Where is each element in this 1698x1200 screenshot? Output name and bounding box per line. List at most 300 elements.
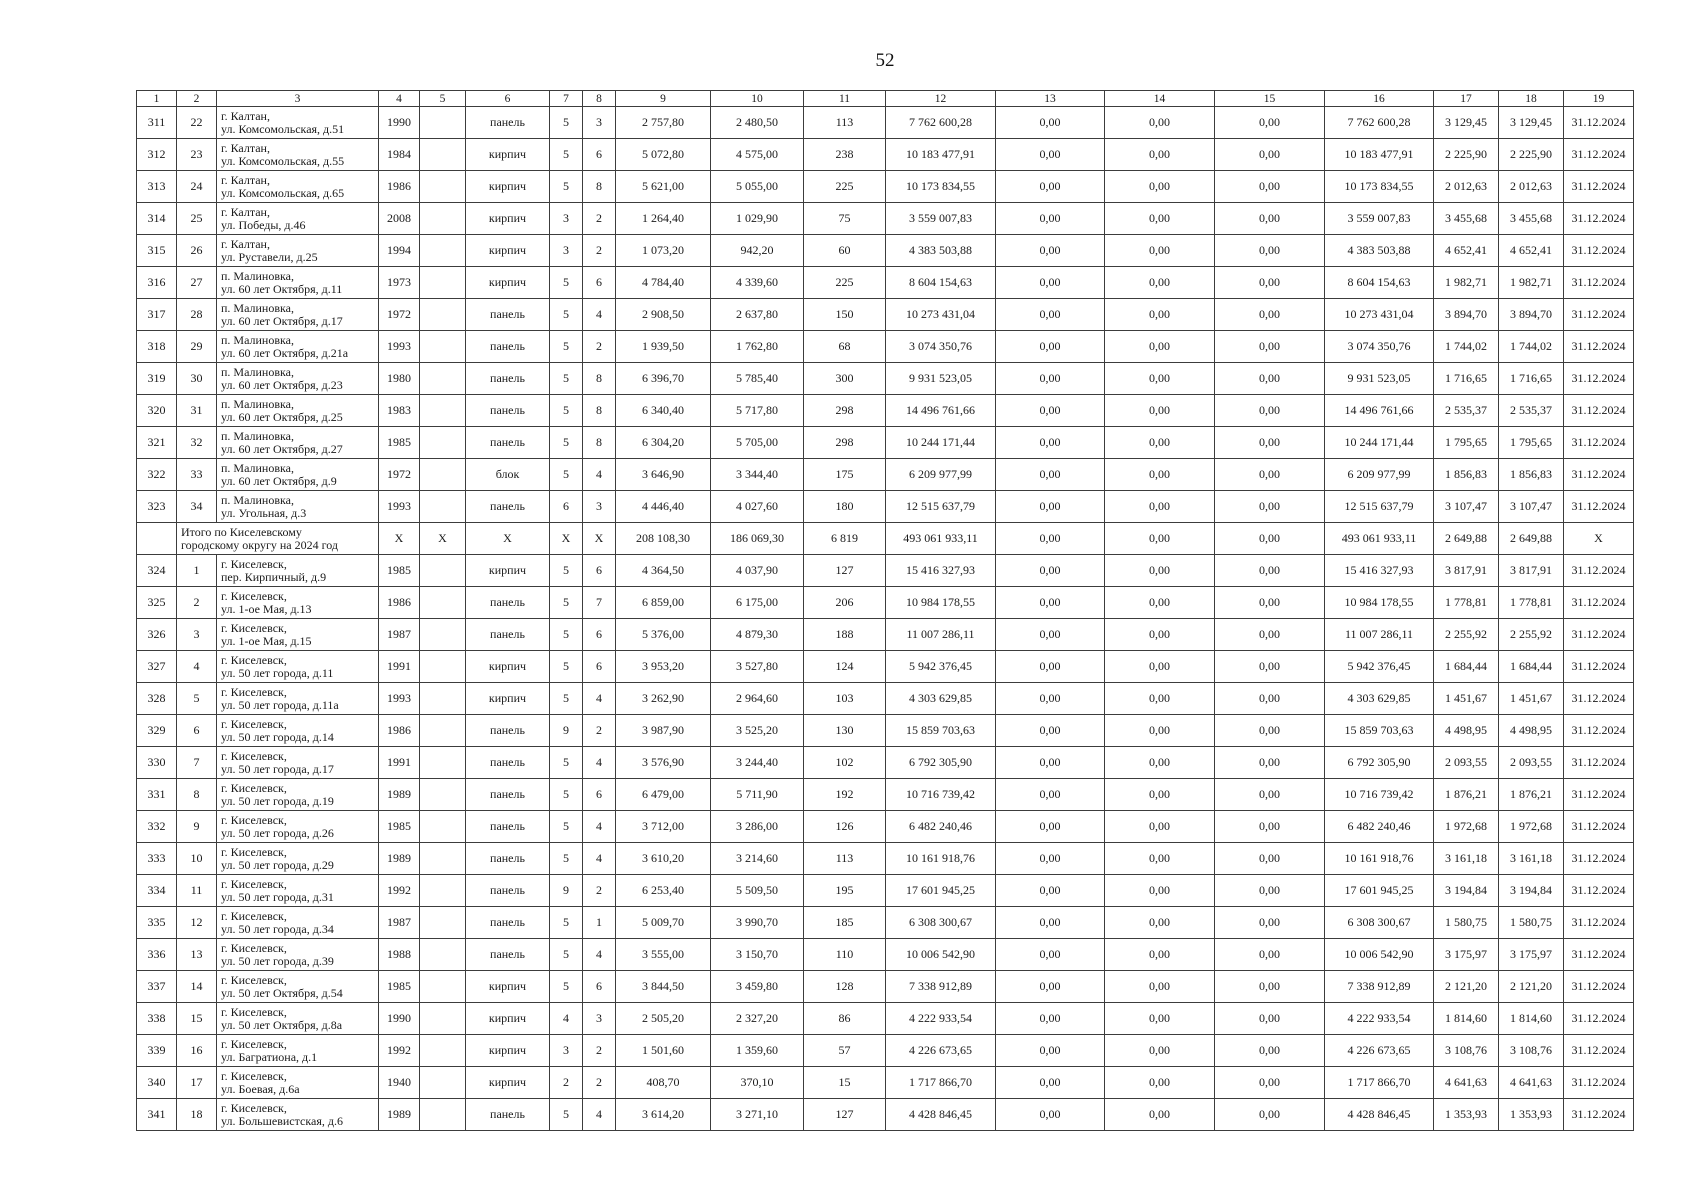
cell-col-15: 0,00 xyxy=(1215,811,1325,843)
cell-date: 31.12.2024 xyxy=(1564,299,1634,331)
cell-row-number: 338 xyxy=(137,1003,177,1035)
cell-wall-material: панель xyxy=(466,299,550,331)
cell-address xyxy=(217,299,379,331)
table-row xyxy=(137,107,1634,139)
cell-date: 31.12.2024 xyxy=(1564,779,1634,811)
cell-wall-material: кирпич xyxy=(466,171,550,203)
cell-col-13: 0,00 xyxy=(996,427,1105,459)
cell-col-5 xyxy=(420,331,466,363)
cell-col-14: 0,00 xyxy=(1105,971,1215,1003)
cell-entrances: 2 xyxy=(583,331,616,363)
cell-wall-material: кирпич xyxy=(466,267,550,299)
cell-date: 31.12.2024 xyxy=(1564,107,1634,139)
cell-entrances: 3 xyxy=(583,107,616,139)
cell-address xyxy=(217,267,379,299)
cell-date: 31.12.2024 xyxy=(1564,363,1634,395)
column-number-15: 15 xyxy=(1215,91,1325,107)
cell-address xyxy=(217,907,379,939)
cell-col-16: 5 942 376,45 xyxy=(1325,651,1434,683)
table-row xyxy=(137,139,1634,171)
cell-row-number: 315 xyxy=(137,235,177,267)
cell-entrances: 3 xyxy=(583,491,616,523)
table-row xyxy=(137,235,1634,267)
cell-col-17: 3 194,84 xyxy=(1434,875,1499,907)
address-line: ул. Багратиона, д.1 xyxy=(221,1049,318,1064)
cell-col-14: 0,00 xyxy=(1105,1099,1215,1131)
cell-col-13: 0,00 xyxy=(996,619,1105,651)
address-line: ул. 50 лет города, д.14 xyxy=(221,729,334,744)
cell-index: 27 xyxy=(177,267,217,299)
cell-wall-material: X xyxy=(466,523,550,555)
column-number-3: 3 xyxy=(217,91,379,107)
address-line: ул. 60 лет Октября, д.27 xyxy=(221,441,343,456)
cell-col-13: 0,00 xyxy=(996,235,1105,267)
cell-col-16: 1 717 866,70 xyxy=(1325,1067,1434,1099)
cell-index: 3 xyxy=(177,619,217,651)
cell-col-9: 6 859,00 xyxy=(616,587,711,619)
cell-address xyxy=(217,939,379,971)
cell-wall-material: кирпич xyxy=(466,1067,550,1099)
cell-col-10: 1 359,60 xyxy=(711,1035,804,1067)
cell-floors: 5 xyxy=(550,907,583,939)
table-row xyxy=(137,491,1634,523)
cell-col-11: 130 xyxy=(804,715,886,747)
cell-entrances: 6 xyxy=(583,779,616,811)
table-row xyxy=(137,395,1634,427)
cell-col-15: 0,00 xyxy=(1215,779,1325,811)
cell-col-13: 0,00 xyxy=(996,907,1105,939)
address-line: ул. Руставели, д.25 xyxy=(221,249,318,264)
cell-col-18: 3 894,70 xyxy=(1499,299,1564,331)
cell-col-18: 4 652,41 xyxy=(1499,235,1564,267)
cell-col-10: 2 964,60 xyxy=(711,683,804,715)
cell-date: 31.12.2024 xyxy=(1564,491,1634,523)
cell-col-16: 6 209 977,99 xyxy=(1325,459,1434,491)
cell-col-15: 0,00 xyxy=(1215,747,1325,779)
column-number-18: 18 xyxy=(1499,91,1564,107)
cell-col-14: 0,00 xyxy=(1105,907,1215,939)
cell-date: 31.12.2024 xyxy=(1564,235,1634,267)
cell-col-11: 113 xyxy=(804,107,886,139)
cell-date: 31.12.2024 xyxy=(1564,139,1634,171)
cell-col-9: 1 939,50 xyxy=(616,331,711,363)
table-row xyxy=(137,971,1634,1003)
cell-address xyxy=(217,1067,379,1099)
cell-wall-material: панель xyxy=(466,331,550,363)
table-row xyxy=(137,363,1634,395)
address-line: ул. Комсомольская, д.55 xyxy=(221,153,345,168)
cell-col-12: 3 074 350,76 xyxy=(886,331,996,363)
address-line: г. Киселевск, xyxy=(221,652,287,667)
data-table xyxy=(136,90,1634,1131)
address-line: ул. 60 лет Октября, д.9 xyxy=(221,473,337,488)
column-number-4: 4 xyxy=(379,91,420,107)
address-line: ул. 1-ое Мая, д.13 xyxy=(221,601,312,616)
cell-col-18: 3 194,84 xyxy=(1499,875,1564,907)
cell-wall-material: блок xyxy=(466,459,550,491)
column-number-13: 13 xyxy=(996,91,1105,107)
cell-date: 31.12.2024 xyxy=(1564,683,1634,715)
cell-col-17: 3 107,47 xyxy=(1434,491,1499,523)
address-line: г. Киселевск, xyxy=(221,1036,287,1051)
cell-year: 1993 xyxy=(379,331,420,363)
cell-col-11: 86 xyxy=(804,1003,886,1035)
cell-col-18: 3 161,18 xyxy=(1499,843,1564,875)
cell-index: 30 xyxy=(177,363,217,395)
cell-col-18: 1 451,67 xyxy=(1499,683,1564,715)
cell-year: 1988 xyxy=(379,939,420,971)
cell-col-9: 4 446,40 xyxy=(616,491,711,523)
cell-year: 1991 xyxy=(379,651,420,683)
cell-year: 1987 xyxy=(379,619,420,651)
cell-col-11: 127 xyxy=(804,1099,886,1131)
cell-year: 1940 xyxy=(379,1067,420,1099)
cell-col-10: 2 637,80 xyxy=(711,299,804,331)
cell-row-number: 326 xyxy=(137,619,177,651)
cell-col-5 xyxy=(420,459,466,491)
column-number-12: 12 xyxy=(886,91,996,107)
column-number-5: 5 xyxy=(420,91,466,107)
cell-col-18: 3 108,76 xyxy=(1499,1035,1564,1067)
cell-col-5 xyxy=(420,587,466,619)
cell-wall-material: панель xyxy=(466,843,550,875)
cell-col-18: 1 972,68 xyxy=(1499,811,1564,843)
header-row xyxy=(137,91,1634,107)
cell-wall-material: панель xyxy=(466,907,550,939)
cell-col-10: 3 344,40 xyxy=(711,459,804,491)
address-line: ул. 50 лет Октября, д.8а xyxy=(221,1017,343,1032)
cell-date: 31.12.2024 xyxy=(1564,619,1634,651)
cell-col-12: 8 604 154,63 xyxy=(886,267,996,299)
cell-date: 31.12.2024 xyxy=(1564,971,1634,1003)
cell-col-15: 0,00 xyxy=(1215,107,1325,139)
cell-col-5 xyxy=(420,107,466,139)
cell-col-17: 2 093,55 xyxy=(1434,747,1499,779)
cell-col-13: 0,00 xyxy=(996,939,1105,971)
cell-floors: 5 xyxy=(550,139,583,171)
cell-col-15: 0,00 xyxy=(1215,1067,1325,1099)
table-row xyxy=(137,555,1634,587)
address-line: ул. Победы, д.46 xyxy=(221,217,306,232)
address-line: г. Киселевск, xyxy=(221,908,287,923)
cell-row-number: 333 xyxy=(137,843,177,875)
cell-col-16: 6 482 240,46 xyxy=(1325,811,1434,843)
cell-col-17: 1 982,71 xyxy=(1434,267,1499,299)
cell-col-18: 4 641,63 xyxy=(1499,1067,1564,1099)
cell-wall-material: панель xyxy=(466,395,550,427)
cell-row-number: 329 xyxy=(137,715,177,747)
cell-col-13: 0,00 xyxy=(996,363,1105,395)
cell-entrances: 2 xyxy=(583,715,616,747)
cell-col-18: 1 580,75 xyxy=(1499,907,1564,939)
cell-row-number: 322 xyxy=(137,459,177,491)
cell-col-11: 127 xyxy=(804,555,886,587)
cell-col-14: 0,00 xyxy=(1105,427,1215,459)
cell-col-10: 370,10 xyxy=(711,1067,804,1099)
cell-col-11: 180 xyxy=(804,491,886,523)
cell-col-15: 0,00 xyxy=(1215,907,1325,939)
cell-year: 1985 xyxy=(379,427,420,459)
cell-col-10: 3 990,70 xyxy=(711,907,804,939)
cell-index: 18 xyxy=(177,1099,217,1131)
cell-address xyxy=(217,203,379,235)
cell-floors: 3 xyxy=(550,1035,583,1067)
cell-index: 8 xyxy=(177,779,217,811)
cell-floors: 3 xyxy=(550,235,583,267)
cell-col-5 xyxy=(420,715,466,747)
column-number-8: 8 xyxy=(583,91,616,107)
cell-col-15: 0,00 xyxy=(1215,491,1325,523)
cell-index: 17 xyxy=(177,1067,217,1099)
cell-col-17: 1 451,67 xyxy=(1434,683,1499,715)
cell-address xyxy=(217,427,379,459)
address-line: ул. 50 лет города, д.11 xyxy=(221,665,334,680)
cell-col-9: 3 987,90 xyxy=(616,715,711,747)
address-line: п. Малиновка, xyxy=(221,268,294,283)
cell-floors: 5 xyxy=(550,363,583,395)
cell-row-number: 335 xyxy=(137,907,177,939)
cell-floors: 5 xyxy=(550,107,583,139)
address-line: ул. 50 лет города, д.34 xyxy=(221,921,334,936)
table-body xyxy=(137,91,1634,1131)
cell-col-12: 4 222 933,54 xyxy=(886,1003,996,1035)
address-line: ул. 50 лет города, д.29 xyxy=(221,857,334,872)
cell-col-5 xyxy=(420,1099,466,1131)
cell-wall-material: панель xyxy=(466,875,550,907)
cell-entrances: 6 xyxy=(583,267,616,299)
address-line: г. Киселевск, xyxy=(221,812,287,827)
cell-col-13: 0,00 xyxy=(996,299,1105,331)
cell-col-15: 0,00 xyxy=(1215,587,1325,619)
cell-col-13: 0,00 xyxy=(996,459,1105,491)
table-row xyxy=(137,587,1634,619)
cell-col-5 xyxy=(420,843,466,875)
cell-index: 12 xyxy=(177,907,217,939)
cell-year: 2008 xyxy=(379,203,420,235)
cell-year: 1983 xyxy=(379,395,420,427)
address-line: г. Киселевск, xyxy=(221,844,287,859)
column-number-2: 2 xyxy=(177,91,217,107)
cell-col-16: 9 931 523,05 xyxy=(1325,363,1434,395)
cell-col-9: 2 757,80 xyxy=(616,107,711,139)
cell-col-5 xyxy=(420,1003,466,1035)
cell-col-15: 0,00 xyxy=(1215,971,1325,1003)
table-row xyxy=(137,939,1634,971)
cell-row-number: 336 xyxy=(137,939,177,971)
address-line: ул. Большевистская, д.6 xyxy=(221,1113,343,1128)
cell-col-9: 5 009,70 xyxy=(616,907,711,939)
cell-index: 23 xyxy=(177,139,217,171)
cell-col-18: 1 353,93 xyxy=(1499,1099,1564,1131)
cell-col-14: 0,00 xyxy=(1105,203,1215,235)
cell-col-9: 208 108,30 xyxy=(616,523,711,555)
cell-col-5 xyxy=(420,875,466,907)
cell-entrances: 2 xyxy=(583,1035,616,1067)
table-row xyxy=(137,171,1634,203)
cell-index: 32 xyxy=(177,427,217,459)
cell-col-14: 0,00 xyxy=(1105,747,1215,779)
cell-col-10: 3 214,60 xyxy=(711,843,804,875)
cell-floors: 5 xyxy=(550,779,583,811)
cell-index: 13 xyxy=(177,939,217,971)
cell-date: 31.12.2024 xyxy=(1564,939,1634,971)
cell-address xyxy=(217,1003,379,1035)
cell-col-17: 3 175,97 xyxy=(1434,939,1499,971)
cell-wall-material: панель xyxy=(466,107,550,139)
cell-col-16: 10 161 918,76 xyxy=(1325,843,1434,875)
cell-col-17: 3 129,45 xyxy=(1434,107,1499,139)
cell-date: 31.12.2024 xyxy=(1564,843,1634,875)
cell-col-5 xyxy=(420,139,466,171)
cell-address xyxy=(217,555,379,587)
cell-col-16: 10 006 542,90 xyxy=(1325,939,1434,971)
cell-address xyxy=(217,811,379,843)
cell-entrances: 4 xyxy=(583,939,616,971)
cell-col-12: 4 428 846,45 xyxy=(886,1099,996,1131)
cell-col-17: 3 894,70 xyxy=(1434,299,1499,331)
table-row xyxy=(137,299,1634,331)
address-line: ул. Боевая, д.6а xyxy=(221,1081,300,1096)
cell-address xyxy=(217,747,379,779)
cell-row-number: 318 xyxy=(137,331,177,363)
cell-col-9: 6 479,00 xyxy=(616,779,711,811)
cell-col-10: 5 711,90 xyxy=(711,779,804,811)
address-line: г. Киселевск, xyxy=(221,716,287,731)
table-row xyxy=(137,459,1634,491)
cell-col-5: X xyxy=(420,523,466,555)
cell-col-10: 1 762,80 xyxy=(711,331,804,363)
cell-wall-material: панель xyxy=(466,939,550,971)
cell-year: 1986 xyxy=(379,587,420,619)
cell-col-12: 7 338 912,89 xyxy=(886,971,996,1003)
cell-col-15: 0,00 xyxy=(1215,203,1325,235)
cell-row-number xyxy=(137,523,177,555)
cell-col-16: 11 007 286,11 xyxy=(1325,619,1434,651)
table-row xyxy=(137,747,1634,779)
cell-col-12: 14 496 761,66 xyxy=(886,395,996,427)
cell-col-9: 408,70 xyxy=(616,1067,711,1099)
cell-col-11: 15 xyxy=(804,1067,886,1099)
cell-col-16: 4 222 933,54 xyxy=(1325,1003,1434,1035)
cell-col-13: 0,00 xyxy=(996,651,1105,683)
cell-col-17: 1 814,60 xyxy=(1434,1003,1499,1035)
cell-col-11: 75 xyxy=(804,203,886,235)
cell-col-14: 0,00 xyxy=(1105,299,1215,331)
cell-col-10: 5 717,80 xyxy=(711,395,804,427)
cell-year: 1989 xyxy=(379,1099,420,1131)
cell-floors: 5 xyxy=(550,587,583,619)
cell-col-14: 0,00 xyxy=(1105,1035,1215,1067)
cell-col-16: 10 273 431,04 xyxy=(1325,299,1434,331)
cell-col-15: 0,00 xyxy=(1215,427,1325,459)
column-number-9: 9 xyxy=(616,91,711,107)
cell-col-11: 128 xyxy=(804,971,886,1003)
cell-col-5 xyxy=(420,235,466,267)
address-line: г. Киселевск, xyxy=(221,1004,287,1019)
cell-col-13: 0,00 xyxy=(996,171,1105,203)
cell-index: 34 xyxy=(177,491,217,523)
cell-entrances: 8 xyxy=(583,427,616,459)
cell-col-12: 10 716 739,42 xyxy=(886,779,996,811)
cell-address xyxy=(217,971,379,1003)
total-label xyxy=(177,523,379,555)
cell-col-12: 10 006 542,90 xyxy=(886,939,996,971)
cell-year: 1990 xyxy=(379,1003,420,1035)
cell-wall-material: кирпич xyxy=(466,555,550,587)
cell-col-18: 1 982,71 xyxy=(1499,267,1564,299)
total-label-line: городскому округу на 2024 год xyxy=(181,537,339,552)
cell-index: 22 xyxy=(177,107,217,139)
cell-floors: 5 xyxy=(550,683,583,715)
cell-row-number: 311 xyxy=(137,107,177,139)
cell-wall-material: панель xyxy=(466,619,550,651)
table-row xyxy=(137,1099,1634,1131)
cell-date: 31.12.2024 xyxy=(1564,1003,1634,1035)
cell-entrances: 2 xyxy=(583,875,616,907)
cell-index: 9 xyxy=(177,811,217,843)
cell-col-17: 1 744,02 xyxy=(1434,331,1499,363)
cell-year: 1991 xyxy=(379,747,420,779)
cell-date: 31.12.2024 xyxy=(1564,1067,1634,1099)
cell-floors: 4 xyxy=(550,1003,583,1035)
cell-col-17: 1 856,83 xyxy=(1434,459,1499,491)
cell-col-5 xyxy=(420,779,466,811)
cell-col-18: 2 535,37 xyxy=(1499,395,1564,427)
cell-address xyxy=(217,651,379,683)
cell-col-10: 4 037,90 xyxy=(711,555,804,587)
cell-index: 1 xyxy=(177,555,217,587)
cell-col-17: 2 225,90 xyxy=(1434,139,1499,171)
cell-index: 15 xyxy=(177,1003,217,1035)
cell-col-11: 185 xyxy=(804,907,886,939)
cell-floors: 5 xyxy=(550,555,583,587)
cell-col-18: 3 129,45 xyxy=(1499,107,1564,139)
column-number-19: 19 xyxy=(1564,91,1634,107)
cell-col-10: 3 271,10 xyxy=(711,1099,804,1131)
cell-col-15: 0,00 xyxy=(1215,331,1325,363)
table-row xyxy=(137,1035,1634,1067)
cell-index: 2 xyxy=(177,587,217,619)
cell-row-number: 328 xyxy=(137,683,177,715)
cell-col-10: 2 480,50 xyxy=(711,107,804,139)
cell-year: 1989 xyxy=(379,843,420,875)
cell-year: 1986 xyxy=(379,715,420,747)
cell-row-number: 340 xyxy=(137,1067,177,1099)
column-number-11: 11 xyxy=(804,91,886,107)
cell-col-13: 0,00 xyxy=(996,395,1105,427)
cell-col-17: 2 535,37 xyxy=(1434,395,1499,427)
cell-floors: 5 xyxy=(550,619,583,651)
cell-wall-material: панель xyxy=(466,363,550,395)
table-row xyxy=(137,683,1634,715)
cell-col-5 xyxy=(420,299,466,331)
cell-col-14: 0,00 xyxy=(1105,523,1215,555)
table-row xyxy=(137,811,1634,843)
cell-col-13: 0,00 xyxy=(996,971,1105,1003)
cell-row-number: 331 xyxy=(137,779,177,811)
cell-col-9: 3 555,00 xyxy=(616,939,711,971)
cell-col-14: 0,00 xyxy=(1105,939,1215,971)
cell-year: 1987 xyxy=(379,907,420,939)
cell-col-12: 15 416 327,93 xyxy=(886,555,996,587)
cell-col-9: 3 712,00 xyxy=(616,811,711,843)
cell-date: 31.12.2024 xyxy=(1564,875,1634,907)
cell-col-10: 4 575,00 xyxy=(711,139,804,171)
address-line: ул. 60 лет Октября, д.23 xyxy=(221,377,343,392)
cell-col-18: 2 121,20 xyxy=(1499,971,1564,1003)
cell-col-16: 4 226 673,65 xyxy=(1325,1035,1434,1067)
cell-date: 31.12.2024 xyxy=(1564,587,1634,619)
